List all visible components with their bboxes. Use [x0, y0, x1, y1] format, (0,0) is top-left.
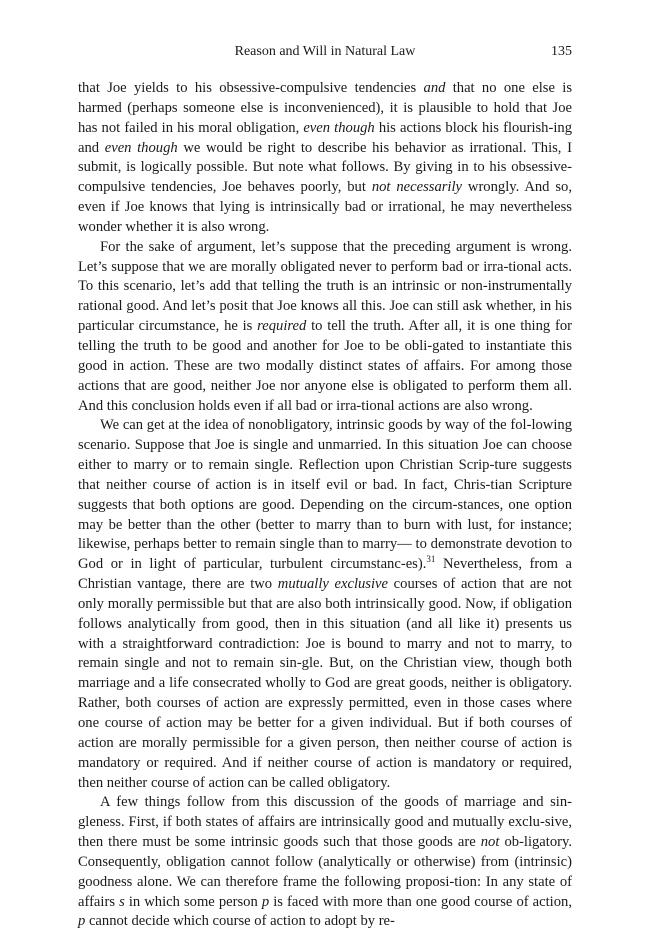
paragraph-1: [78, 79, 572, 238]
text-run: we would be right to describe his behavior as irrational. This, I submit, is logically possible. But note what follows. By giving in to his obsessive-compulsive tendencies, Joe behaves poorly, but: [78, 139, 572, 196]
paragraph-4: [78, 793, 572, 932]
italic-text: p: [261, 893, 270, 910]
italic-text: s: [119, 893, 125, 910]
paragraph-3: [78, 416, 572, 793]
paragraph-2: [78, 238, 572, 417]
page-number: 135: [551, 44, 572, 59]
text-run: that no one else is harmed (perhaps someone else is inconvenienced), it is plausible to hold that Joe has not failed in his moral obligation,: [78, 80, 572, 136]
italic-text: required: [257, 318, 307, 335]
running-head: Reason and Will in Natural Law: [234, 44, 416, 59]
italic-text: p: [78, 913, 86, 930]
text-run: Nevertheless, from a Christian vantage, there are two: [78, 556, 572, 593]
body-text: [78, 79, 572, 932]
text-run: We can get at the idea of nonobligatory, intrinsic goods by way of the fol-lowing scenario. Suppose that Joe is single and unmarried. In this situation Joe can choose either to marry or to remain single. Reflection upon Christian Scrip-ture suggests that neither course of action is in itself evil or bad. In fact, Chris-tian Scripture suggests that both options are good. Depending on the circum-stances, one option may be better than the other (better to marry than to burn with lust, for instance; likewise, perhaps better to remain single than to marry— to demonstrate devotion to God or in light of particular, turbulent circumstanc-es).: [78, 417, 572, 573]
text-run: is faced with more than one good course of action,: [269, 893, 572, 910]
text-run: ob-ligatory. Consequently, obligation cannot follow (analytically or otherwise) from (intrinsic) goodness alone. We can therefore frame the following proposi-tion: In any state of affairs: [78, 834, 572, 910]
text-run: wrongly. And so, even if Joe knows that lying is intrinsically bad or irrational, he may nevertheless wonder whether it is also wrong.: [78, 179, 572, 235]
page-header: [78, 44, 572, 64]
italic-text: even though: [104, 139, 178, 156]
text-run: cannot decide which course of action to adopt by re-: [85, 913, 395, 930]
text-run: to tell the truth. After all, it is one thing for telling the truth to be good and another for Joe to be obli-gated to instantiate this good in action. These are two modally distinct states of affairs. For among those actions that are good, neither Joe nor anyone else is obligated to perform them all. And this conclusion holds even if all bad or irra-tional actions are also wrong.: [78, 318, 572, 414]
text-run: in which some person: [124, 893, 262, 910]
italic-text: mutually exclusive: [277, 576, 388, 593]
text-run: that Joe yields to his obsessive-compulsive tendencies: [78, 80, 424, 96]
text-run: his actions block his flourish-ing and: [78, 119, 572, 156]
italic-text: not: [480, 834, 500, 851]
footnote-marker: 31: [426, 554, 436, 565]
text-run: For the sake of argument, let’s suppose that the preceding argument is wrong. Let’s suppose that we are morally obligated never to perform bad or irra-tional acts. To this scenario, let’s add that telling the truth is an intrinsic or non-instrumentally rational good. And let’s posit that Joe knows all this. Joe can still ask whether, in his particular circumstance, he is: [78, 238, 572, 335]
text-run: A few things follow from this discussion of the goods of marriage and sin-gleness. First, if both states of affairs are intrinsically good and mutually exclu-sive, then there must be some intrinsic goods such that those goods are: [78, 794, 572, 851]
italic-text: even though: [303, 119, 375, 136]
italic-text: and: [423, 80, 446, 96]
text-run: courses of action that are not only morally permissible but that are also both intrinsically good. Now, if obligation follows analytically from good, then in this situation (and all like it) presents us with a straightforward contradiction: Joe is bound to marry and not to marry, to remain single and not to remain sin-gle. But, on the Christian view, though both marriage and a life consecrated wholly to God are great goods, neither is obligatory. Rather, both courses of action are expressly permitted, even in those cases where one course of action may be better for a given individual. But if both courses of action are morally permissible for a given person, then neither course of action is mandatory or required. And if neither course of action is mandatory or required, then neither course of action can be called obligatory.: [78, 576, 572, 791]
italic-text: not necessarily: [371, 179, 463, 196]
